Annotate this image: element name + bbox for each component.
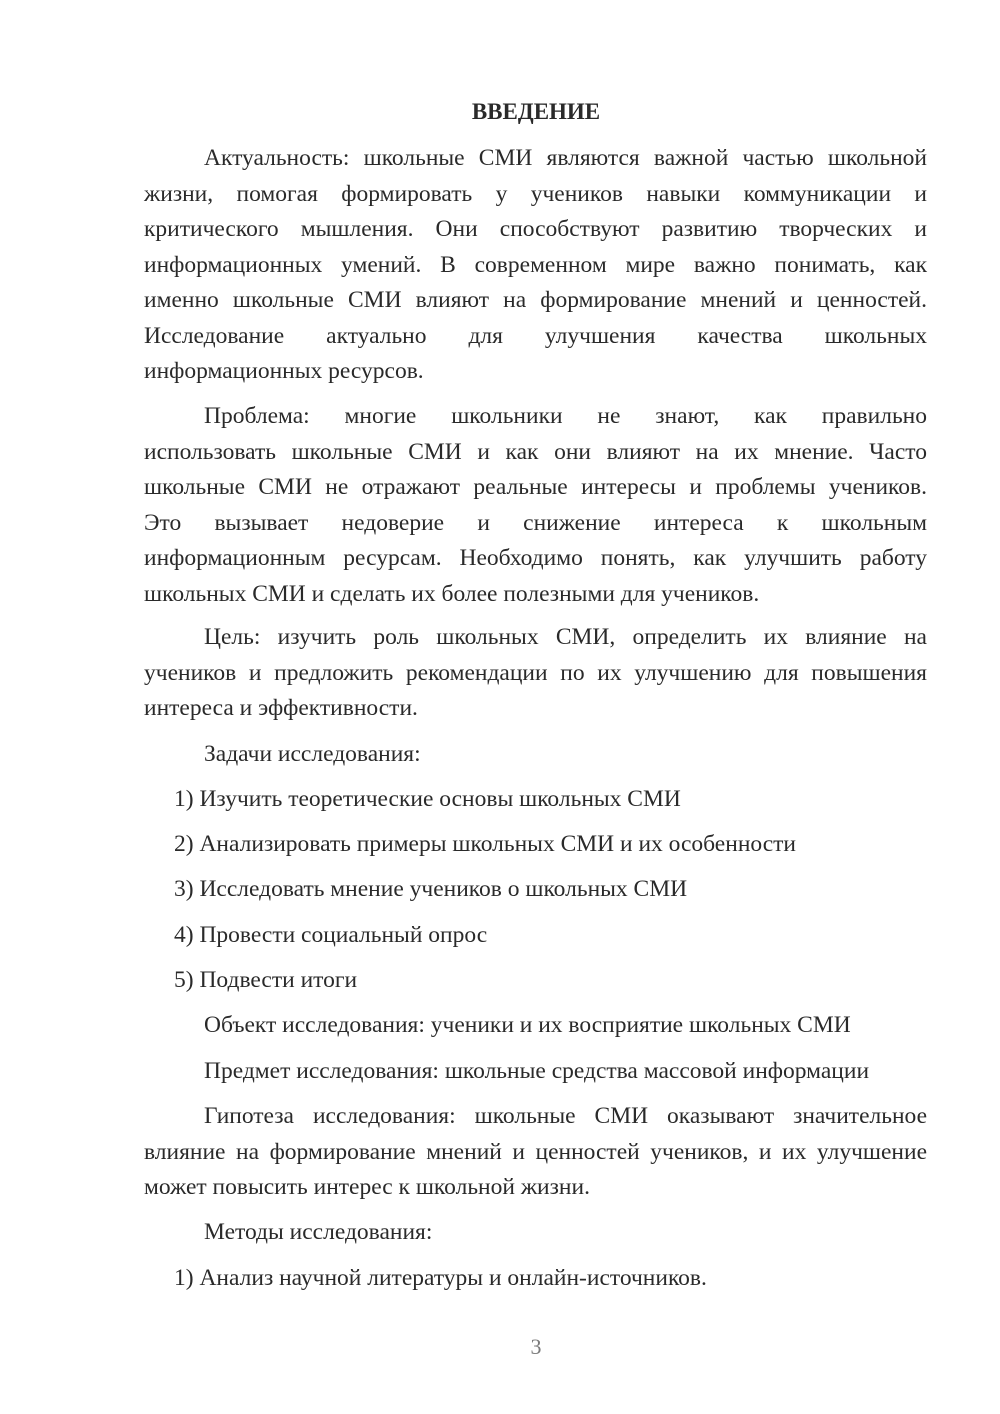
paragraph-line: именно школьные СМИ влияют на формирование мнений и ценностей. bbox=[144, 287, 927, 313]
method-item: 1) Анализ научной литературы и онлайн-источников. bbox=[174, 1265, 707, 1291]
problem-paragraph bbox=[144, 399, 927, 612]
paragraph-line: информационных ресурсов. bbox=[144, 358, 424, 384]
paragraph-line: Проблема: многие школьники не знают, как правильно bbox=[204, 403, 927, 429]
paragraph-line: информационных умений. В современном мире важно понимать, как bbox=[144, 251, 927, 278]
paragraph-line: Исследование актуально для улучшения качества школьных bbox=[144, 322, 927, 349]
paragraph-line: использовать школьные СМИ и как они влияют на их мнение. Часто bbox=[144, 438, 927, 465]
relevance-paragraph bbox=[144, 141, 927, 390]
paragraph-line: критического мышления. Они способствуют развитию творческих и bbox=[144, 216, 927, 242]
paragraph-line: информационным ресурсам. Необходимо понять, как улучшить работу bbox=[144, 545, 927, 571]
methods-heading: Методы исследования: bbox=[204, 1219, 433, 1245]
task-item: 5) Подвести итоги bbox=[174, 967, 358, 993]
goal-paragraph bbox=[144, 620, 927, 727]
page-number: 3 bbox=[530, 1334, 542, 1359]
paragraph-line: Цель: изучить роль школьных СМИ, определить их влияние на bbox=[204, 624, 927, 650]
paragraph-line: Это вызывает недоверие и снижение интереса к школьным bbox=[144, 509, 927, 536]
paragraph-line: Актуальность: школьные СМИ являются важной частью школьной bbox=[204, 145, 927, 171]
paragraph-line: жизни, помогая формировать у учеников навыки коммуникации и bbox=[144, 180, 927, 207]
research-object: Объект исследования: ученики и их восприятие школьных СМИ bbox=[204, 1012, 851, 1038]
paragraph-line: школьные СМИ не отражают реальные интересы и проблемы учеников. bbox=[144, 474, 927, 500]
paragraph-line: может повысить интерес к школьной жизни. bbox=[144, 1174, 590, 1200]
paragraph-line: интереса и эффективности. bbox=[144, 695, 418, 721]
paragraph-line: Гипотеза исследования: школьные СМИ оказывают значительное bbox=[204, 1103, 927, 1129]
task-item: 3) Исследовать мнение учеников о школьных СМИ bbox=[174, 876, 688, 902]
task-item: 1) Изучить теоретические основы школьных СМИ bbox=[174, 786, 681, 812]
paragraph-line: школьных СМИ и сделать их более полезными для учеников. bbox=[144, 580, 760, 607]
research-subject: Предмет исследования: школьные средства массовой информации bbox=[204, 1058, 870, 1084]
paragraph-line: влияние на формирование мнений и ценностей учеников, и их улучшение bbox=[144, 1138, 927, 1165]
hypothesis-paragraph bbox=[144, 1099, 927, 1206]
task-item: 4) Провести социальный опрос bbox=[174, 922, 488, 948]
tasks-heading: Задачи исследования: bbox=[204, 741, 421, 767]
page-title: ВВЕДЕНИЕ bbox=[471, 99, 601, 124]
task-item: 2) Анализировать примеры школьных СМИ и их особенности bbox=[174, 831, 797, 857]
paragraph-line: учеников и предложить рекомендации по их улучшению для повышения bbox=[144, 659, 927, 686]
